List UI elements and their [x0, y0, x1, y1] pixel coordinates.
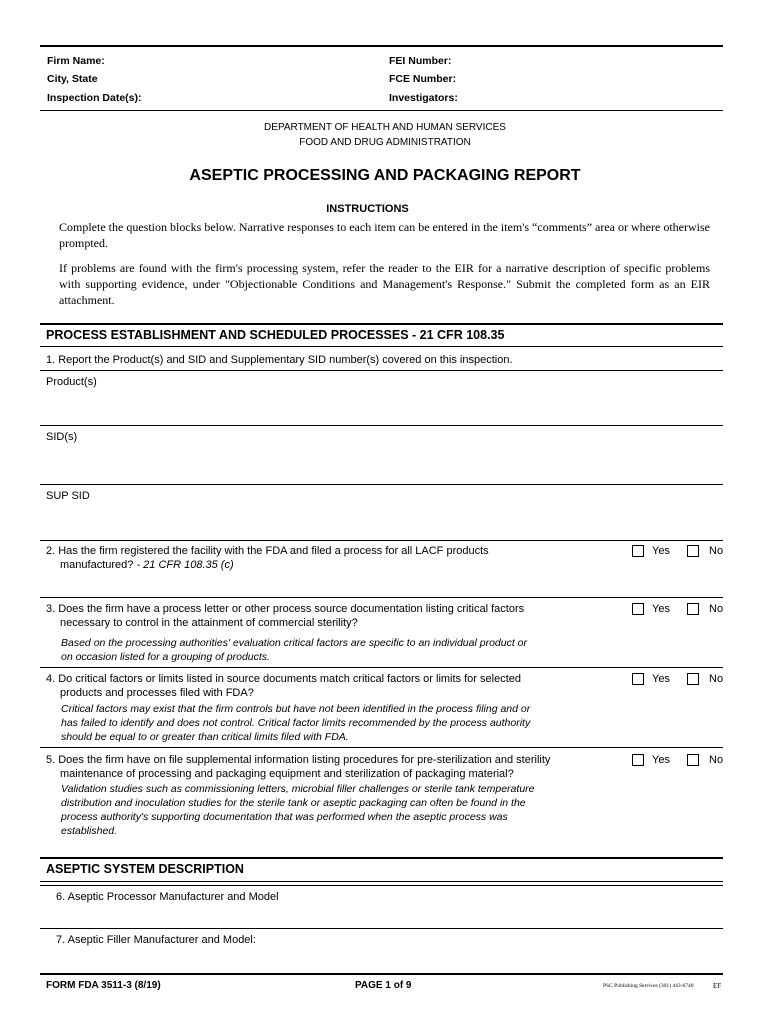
q2-yes-checkbox[interactable]	[632, 545, 644, 557]
question-1: 1. Report the Product(s) and SID and Supplementary SID number(s) covered on this inspection.	[46, 354, 513, 366]
question-2-reference: - 21 CFR 108.35 (c)	[136, 559, 234, 571]
section1-title-rule	[40, 346, 723, 347]
sid-label: SID(s)	[46, 431, 78, 443]
question-4-note-2: has failed to identify and does not control. Critical factor limits recommended by the process authority	[61, 717, 531, 729]
products-rule	[40, 425, 723, 426]
q2-no-checkbox[interactable]	[687, 545, 699, 557]
question-5-note-2: distribution and inoculation studies for the sterile tank or aseptic packaging can often be found in the	[61, 797, 526, 809]
q7-field[interactable]	[40, 948, 723, 970]
section2-top-rule	[40, 857, 723, 859]
firm-name-label: Firm Name:	[47, 55, 105, 67]
ef-mark: EF	[713, 982, 722, 990]
q3-yes-checkbox[interactable]	[632, 603, 644, 615]
sup-sid-label: SUP SID	[46, 490, 90, 502]
q1-rule	[40, 370, 723, 371]
footer-rule	[40, 973, 723, 975]
q4-no-checkbox[interactable]	[687, 673, 699, 685]
sid-field[interactable]	[40, 445, 723, 483]
investigators-label: Investigators:	[389, 92, 458, 104]
q6-field[interactable]	[40, 905, 723, 927]
inspection-dates-label: Inspection Date(s):	[47, 92, 142, 104]
question-5-line-1: 5. Does the firm have on file supplemental information listing procedures for pre-sterilization and sterility	[46, 754, 551, 766]
question-3-note-2: on occasion listed for a grouping of products.	[61, 651, 270, 663]
instructions-paragraph-2: If problems are found with the firm's processing system, refer the reader to the EIR for a narrative description of specific problems with supporting evidence, under "Objectionable Conditions and Management's Response." Submit the completed form as an EIR attachment.	[59, 261, 710, 307]
department-line-1: DEPARTMENT OF HEALTH AND HUMAN SERVICES	[264, 122, 506, 133]
fei-number-label: FEI Number:	[389, 55, 452, 67]
q2-no-label: No	[709, 545, 724, 557]
q2-yes-label: Yes	[652, 545, 670, 557]
city-state-label: City, State	[47, 73, 98, 85]
question-7: 7. Aseptic Filler Manufacturer and Model:	[56, 934, 256, 946]
sid-rule	[40, 484, 723, 485]
department-line-2: FOOD AND DRUG ADMINISTRATION	[299, 137, 471, 148]
instructions-paragraph-1: Complete the question blocks below. Narrative responses to each item can be entered in the item's “comments” area or where otherwise prompted.	[59, 220, 710, 250]
top-rule	[40, 45, 723, 47]
page-number: PAGE 1 of 9	[355, 980, 412, 991]
question-5-line-2: maintenance of processing and packaging equipment and sterilization of packaging material?	[60, 768, 514, 780]
fce-number-label: FCE Number:	[389, 73, 457, 85]
section1-top-rule	[40, 323, 723, 325]
q5-yes-checkbox[interactable]	[632, 754, 644, 766]
publisher-credit: PSC Publishing Services (301) 443-6740	[603, 983, 694, 989]
q4-yes-checkbox[interactable]	[632, 673, 644, 685]
q3-no-checkbox[interactable]	[687, 603, 699, 615]
q4-rule	[40, 747, 723, 748]
q5-no-checkbox[interactable]	[687, 754, 699, 766]
q3-yes-label: Yes	[652, 603, 670, 615]
q5-no-label: No	[709, 754, 724, 766]
question-2-line-1: 2. Has the firm registered the facility with the FDA and filed a process for all LACF products	[46, 545, 489, 557]
question-3-line-1: 3. Does the firm have a process letter or other process source documentation listing critical factors	[46, 603, 525, 615]
products-field[interactable]	[40, 390, 723, 424]
question-4-line-2: products and processes filed with FDA?	[60, 687, 254, 699]
question-5-note-4: established.	[61, 825, 118, 837]
question-4-note-3: should be equal to or greater than critical limits filed with FDA.	[61, 731, 349, 743]
question-5-note-1: Validation studies such as commissioning letters, microbial filler challenges or sterile tank temperature	[61, 783, 535, 795]
q2-rule	[40, 597, 723, 598]
q3-rule	[40, 667, 723, 668]
question-4-note-1: Critical factors may exist that the firm controls but have not been identified in the process filing and or	[61, 703, 531, 715]
sup-sid-rule	[40, 540, 723, 541]
question-2-line-2: manufactured? - 21 CFR 108.35 (c)	[60, 559, 234, 571]
instructions-heading: INSTRUCTIONS	[326, 203, 409, 215]
q4-yes-label: Yes	[652, 673, 670, 685]
section1-title: PROCESS ESTABLISHMENT AND SCHEDULED PROCESSES - 21 CFR 108.35	[46, 328, 505, 342]
q4-no-label: No	[709, 673, 724, 685]
q3-no-label: No	[709, 603, 724, 615]
question-5-note-3: process authority's supporting documentation that was performed when the aseptic process was	[61, 811, 508, 823]
section2-title-rule-2	[40, 885, 723, 886]
sup-sid-field[interactable]	[40, 504, 723, 539]
q5-yes-label: Yes	[652, 754, 670, 766]
q6-rule	[40, 928, 723, 929]
question-4-line-1: 4. Do critical factors or limits listed in source documents match critical factors or limits for selected	[46, 673, 521, 685]
question-3-note-1: Based on the processing authorities' evaluation critical factors are specific to an individual product or	[61, 637, 528, 649]
section2-title-rule	[40, 881, 723, 882]
header-bottom-rule	[40, 110, 723, 111]
question-6: 6. Aseptic Processor Manufacturer and Model	[56, 891, 279, 903]
section2-title: ASEPTIC SYSTEM DESCRIPTION	[46, 862, 244, 876]
page-title: ASEPTIC PROCESSING AND PACKAGING REPORT	[189, 167, 581, 184]
products-label: Product(s)	[46, 376, 97, 388]
form-id: FORM FDA 3511-3 (8/19)	[46, 980, 161, 991]
question-3-line-2: necessary to control in the attainment of commercial sterility?	[60, 617, 358, 629]
